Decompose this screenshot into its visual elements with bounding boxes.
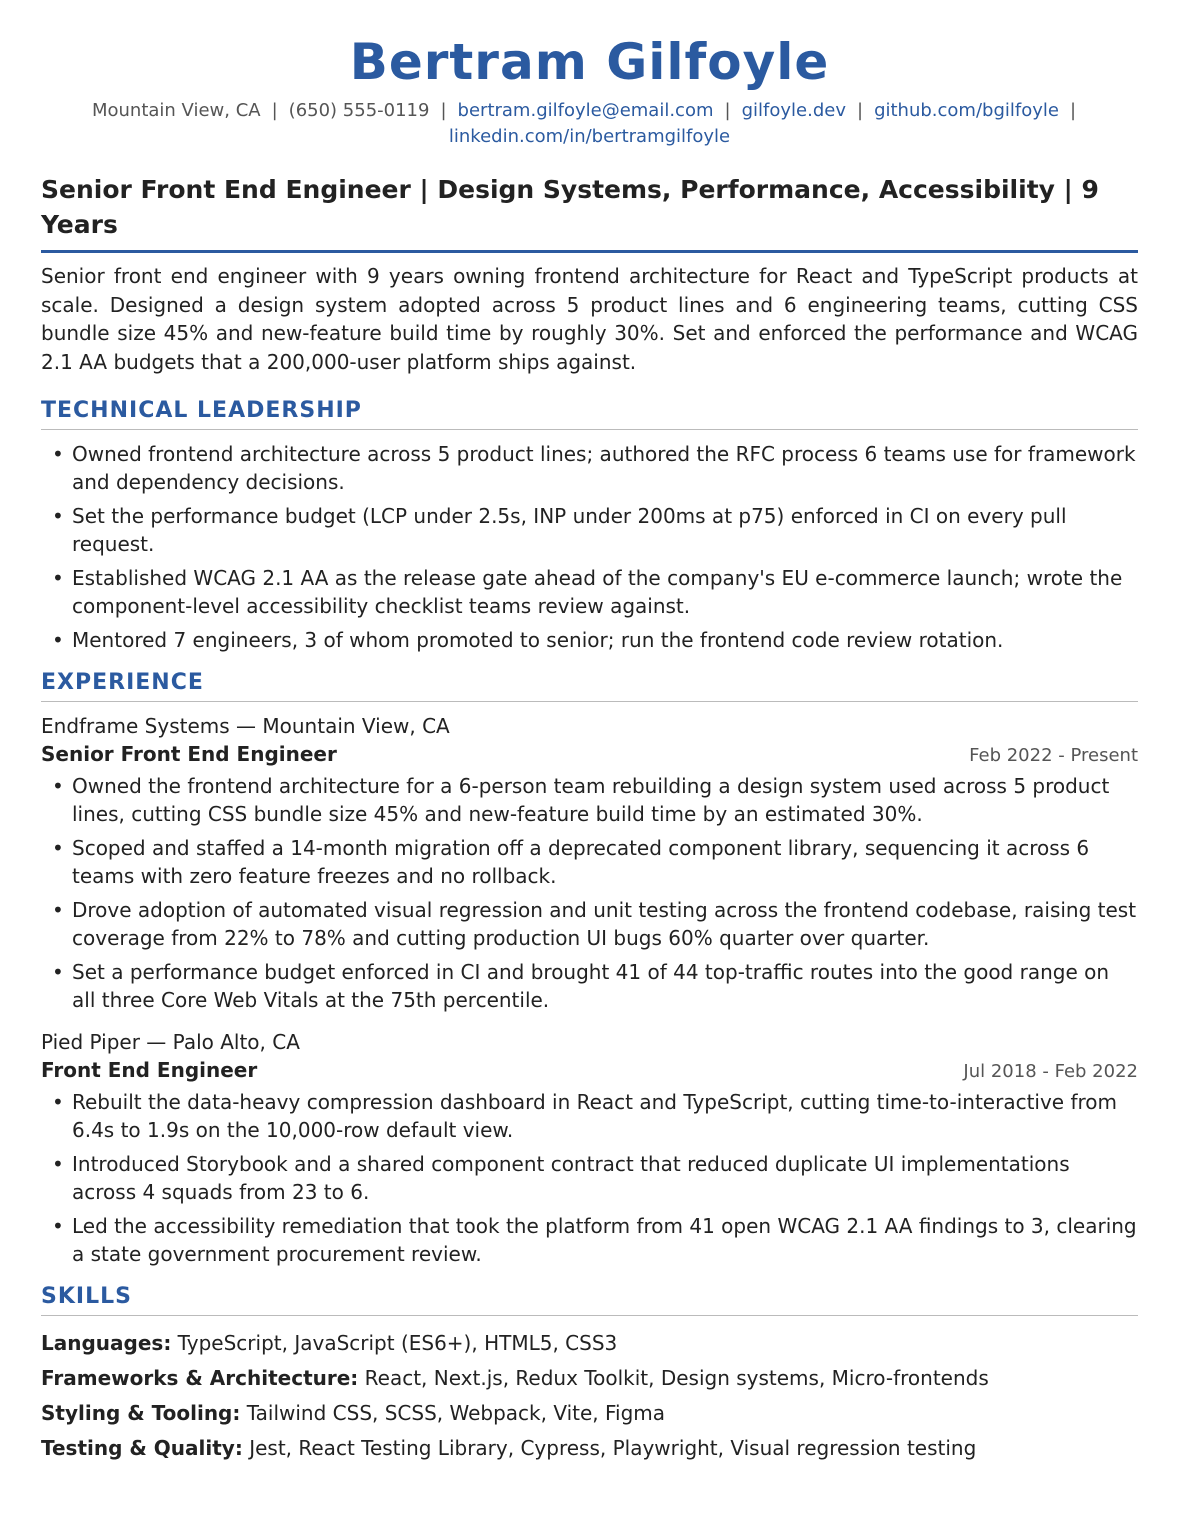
list-item <box>41 1088 1138 1144</box>
skill-label: Frameworks & Architecture: <box>41 1366 359 1390</box>
bullet-icon: • <box>52 774 64 798</box>
bullet-icon: • <box>52 1214 64 1238</box>
list-item <box>41 772 1138 828</box>
bullet-icon: • <box>52 1090 64 1114</box>
separator: | <box>724 100 731 121</box>
list-item <box>41 896 1138 952</box>
job-bullets <box>41 772 1138 1014</box>
website-link[interactable]: gilfoyle.dev <box>741 100 846 121</box>
job-title: Front End Engineer <box>41 1058 258 1082</box>
company-location: Pied Piper — Palo Alto, CA <box>41 1030 300 1054</box>
bullet-icon: • <box>52 960 64 984</box>
bullet-icon: • <box>52 442 64 466</box>
bullet-icon: • <box>52 566 64 590</box>
skill-line <box>41 1396 1138 1431</box>
location: Mountain View, CA <box>91 100 261 121</box>
separator: | <box>1069 100 1077 121</box>
list-item <box>41 1212 1138 1268</box>
skills-list <box>41 1326 1138 1466</box>
job-dates: Feb 2022 - Present <box>969 745 1138 766</box>
bullet-text: Mentored 7 engineers, 3 of whom promoted to senior; run the frontend code review rotation. <box>72 628 1004 652</box>
phone: (650) 555-0119 <box>288 100 430 121</box>
skill-label: Languages: <box>41 1331 172 1355</box>
bullet-icon: • <box>52 1152 64 1176</box>
skill-value: Jest, React Testing Library, Cypress, Playwright, Visual regression testing <box>249 1436 977 1460</box>
list-item <box>41 626 1138 654</box>
bullet-icon: • <box>52 504 64 528</box>
role-row <box>41 740 1138 768</box>
bullet-text: Led the accessibility remediation that took the platform from 41 open WCAG 2.1 AA findings to 3, clearing a state government procurement review. <box>72 1214 1137 1266</box>
bullet-text: Introduced Storybook and a shared component contract that reduced duplicate UI implementations across 4 squads from 23 to 6. <box>72 1152 1070 1204</box>
section-title-experience: EXPERIENCE <box>41 668 1138 702</box>
list-item <box>41 440 1138 496</box>
section-title-skills: SKILLS <box>41 1282 1138 1316</box>
section-title-technical-leadership: TECHNICAL LEADERSHIP <box>41 396 1138 430</box>
separator: | <box>440 100 447 121</box>
bullet-text: Drove adoption of automated visual regression and unit testing across the frontend codebase, raising test coverage from 22% to 78% and cutting production UI bugs 60% quarter over quarter. <box>72 898 1137 950</box>
summary: Senior front end engineer with 9 years owning frontend architecture for React and TypeScript products at scale. Designed a design system adopted across 5 product lines and 6 engineering teams, cutting CSS bundle size 45% and new-feature build time by roughly 30%. Set and enforced the performance and WCAG 2.1 AA budgets that a 200,000-user platform ships against. <box>41 264 1138 374</box>
job-dates: Jul 2018 - Feb 2022 <box>963 1061 1138 1082</box>
contact-line <box>41 98 1138 150</box>
skill-value: TypeScript, JavaScript (ES6+), HTML5, CSS3 <box>177 1331 618 1355</box>
bullet-text: Owned the frontend architecture for a 6-person team rebuilding a design system used across 5 product lines, cutting CSS bundle size 45% and new-feature build time by an estimated 30%. <box>72 774 1110 826</box>
skill-value: React, Next.js, Redux Toolkit, Design systems, Micro-frontends <box>364 1366 989 1390</box>
job-entry <box>41 1028 1138 1268</box>
company-location: Endframe Systems — Mountain View, CA <box>41 714 450 738</box>
github-link[interactable]: github.com/bgilfoyle <box>874 100 1059 121</box>
skill-line <box>41 1431 1138 1466</box>
list-item <box>41 834 1138 890</box>
skill-label: Testing & Quality: <box>41 1436 243 1460</box>
list-item <box>41 502 1138 558</box>
bullet-text: Scoped and staffed a 14-month migration off a deprecated component library, sequencing it across 6 teams with zero feature freezes and no rollback. <box>72 836 1090 888</box>
job-entry <box>41 712 1138 1014</box>
bullet-text: Set a performance budget enforced in CI and brought 41 of 44 top-traffic routes into the good range on all three Core Web Vitals at the 75th percentile. <box>72 960 1110 1012</box>
role-row <box>41 1056 1138 1084</box>
skill-line <box>41 1326 1138 1361</box>
skill-label: Styling & Tooling: <box>41 1401 241 1425</box>
separator: | <box>856 100 864 121</box>
bullet-text: Owned frontend architecture across 5 product lines; authored the RFC process 6 teams use for framework and dependency decisions. <box>72 442 1136 494</box>
candidate-name: Bertram Gilfoyle <box>349 33 830 91</box>
bullet-icon: • <box>52 898 64 922</box>
list-item <box>41 564 1138 620</box>
skill-line <box>41 1361 1138 1396</box>
list-item <box>41 958 1138 1014</box>
bullet-icon: • <box>52 628 64 652</box>
bullet-icon: • <box>52 836 64 860</box>
job-title: Senior Front End Engineer <box>41 742 337 766</box>
separator: | <box>271 100 278 121</box>
bullet-text: Set the performance budget (LCP under 2.5s, INP under 200ms at p75) enforced in CI on every pull request. <box>72 504 1067 556</box>
email-link[interactable]: bertram.gilfoyle@email.com <box>457 100 714 121</box>
technical-leadership-list <box>41 440 1138 654</box>
bullet-text: Rebuilt the data-heavy compression dashboard in React and TypeScript, cutting time-to-interactive from 6.4s to 1.9s on the 10,000-row default view. <box>72 1090 1118 1142</box>
job-bullets <box>41 1088 1138 1268</box>
bullet-text: Established WCAG 2.1 AA as the release gate ahead of the company's EU e-commerce launch; wrote the component-level accessibility checklist teams review against. <box>72 566 1123 618</box>
skill-value: Tailwind CSS, SCSS, Webpack, Vite, Figma <box>246 1401 666 1425</box>
headline: Senior Front End Engineer | Design Systems, Performance, Accessibility | 9 Years <box>41 172 1138 253</box>
linkedin-link[interactable]: linkedin.com/in/bertramgilfoyle <box>448 126 731 147</box>
list-item <box>41 1150 1138 1206</box>
